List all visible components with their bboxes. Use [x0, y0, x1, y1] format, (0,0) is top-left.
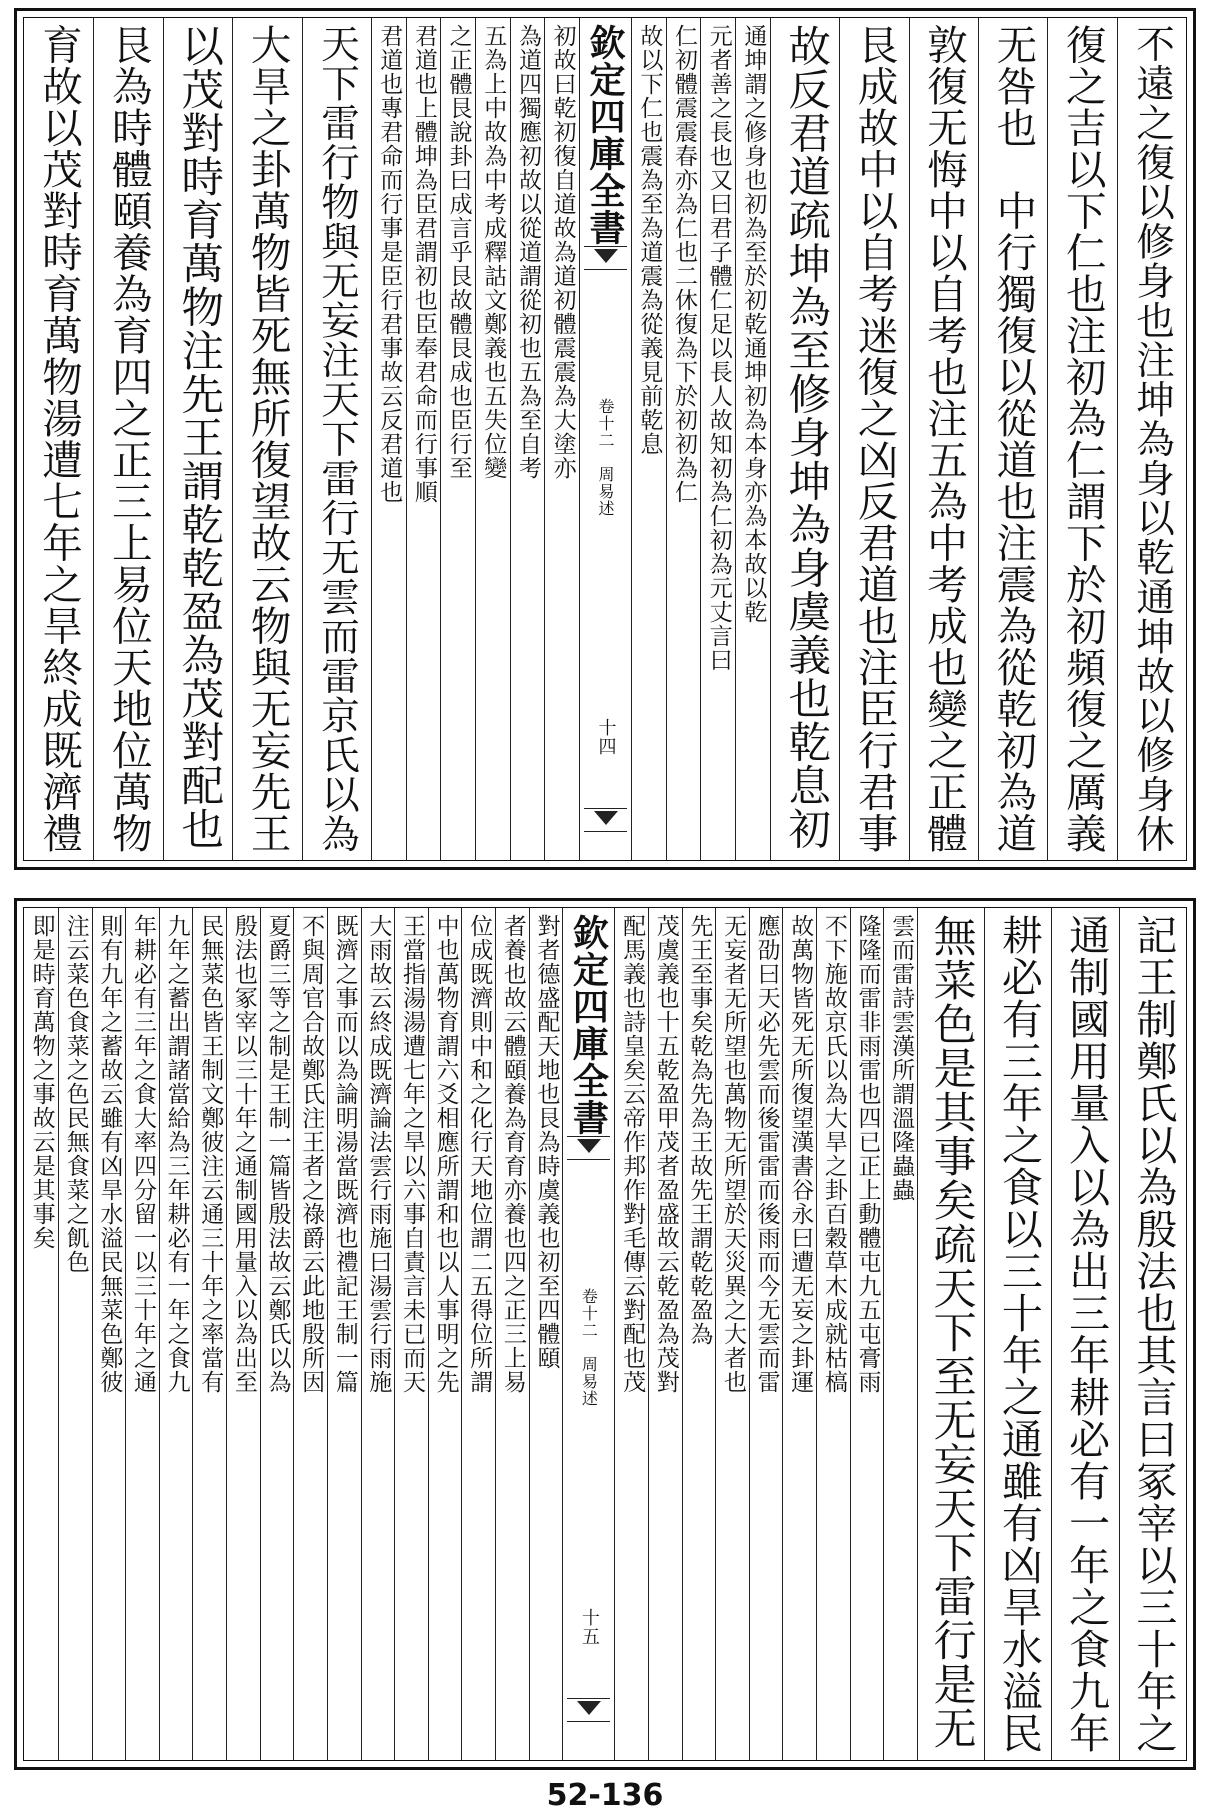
commentary-text-line: 者養也故云體頤養為育育亦養也四之正三上易 — [499, 914, 526, 1394]
text-column-commentary — [260, 908, 294, 1760]
center-margin-column — [562, 908, 614, 1760]
text-column-commentary — [371, 18, 406, 860]
text-column-commentary — [428, 908, 462, 1760]
text-column-main — [24, 18, 93, 860]
text-column-commentary — [192, 908, 226, 1760]
text-column-main — [1047, 18, 1116, 860]
book-title: 欽定四庫全書 — [584, 24, 626, 246]
commentary-text-line: 故以下仁也震為至為道震為從義見前乾息 — [636, 24, 663, 456]
text-column-commentary — [293, 908, 327, 1760]
commentary-text-line: 殷法也冢宰以三十年之通制國用量入以為出至 — [230, 914, 257, 1394]
text-column-commentary — [614, 908, 648, 1760]
commentary-text-line: 雲而雷詩雲漢所謂溫隆蟲蟲 — [888, 914, 915, 1202]
text-column-main — [1117, 18, 1186, 860]
top-page — [14, 8, 1196, 870]
bottom-page — [14, 898, 1196, 1770]
text-column-main — [978, 18, 1047, 860]
text-column-main — [1119, 908, 1186, 1760]
main-text-line: 无咎也 中行獨復以從道也注震為從乾初為道 — [989, 24, 1038, 854]
text-column-commentary — [406, 18, 441, 860]
volume-label: 卷十二 周易述 — [596, 398, 615, 517]
commentary-text-line: 通坤謂之修身也初為至於初乾通坤初為本身亦為本故以乾 — [740, 24, 767, 624]
main-text-line: 大旱之卦萬物皆死無所復望故云物與无妄先王 — [243, 24, 292, 854]
commentary-text-line: 王當指湯湯遭七年之旱以六事自責言未已而天 — [399, 914, 425, 1394]
text-column-commentary — [715, 908, 749, 1760]
text-column-commentary — [816, 908, 850, 1760]
text-column-commentary — [125, 908, 159, 1760]
commentary-text-line: 之正體艮說卦曰成言乎艮故體艮成也臣行至 — [445, 24, 472, 480]
bottom-text-columns — [24, 908, 1186, 1760]
main-text-line: 耕必有三年之食以三十年之通雖有凶旱水溢民 — [994, 914, 1043, 1754]
fishtail-mark — [567, 1698, 610, 1722]
bottom-page-frame — [23, 907, 1187, 1761]
commentary-text-line: 位成既濟則中和之化行天地位謂二五得位所謂 — [466, 914, 493, 1394]
text-column-commentary — [682, 908, 716, 1760]
commentary-text-line: 年耕必有三年之食大率四分留一以三十年之通 — [130, 914, 156, 1394]
text-column-main — [984, 908, 1051, 1760]
commentary-text-line: 五為上中故為中考成釋詁文鄭義也五失位變 — [480, 24, 507, 480]
commentary-text-line: 茂虞義也十五乾盈甲茂者盈盛故云乾盈為茂對 — [652, 914, 679, 1394]
main-text-line: 通制國用量入以為出三年耕必有一年之食九年 — [1062, 914, 1111, 1754]
text-column-commentary — [475, 18, 510, 860]
text-column-main — [770, 18, 839, 860]
text-column-commentary — [159, 908, 193, 1760]
text-column-commentary — [440, 18, 475, 860]
commentary-text-line: 即是時育萬物之事故云是其事矣 — [28, 914, 55, 1250]
commentary-text-line: 配馬義也詩皇矣云帝作邦作對毛傳云對配也茂 — [619, 914, 646, 1394]
commentary-text-line: 中也萬物育謂六爻相應所謂和也以人事明之先 — [432, 914, 459, 1394]
commentary-text-line: 大雨故云終成既濟論法雲行雨施曰湯雲行雨施 — [365, 914, 392, 1394]
commentary-text-line: 无妄者无所望也萬物无所望於天災異之大者也 — [720, 914, 746, 1394]
page-number: 52-136 — [546, 1778, 664, 1813]
commentary-text-line: 君道也專君命而行事是臣行君事故云反君道也 — [376, 24, 403, 504]
text-column-main — [302, 18, 371, 860]
commentary-text-line: 九年之蓄出謂諸當給為三年耕必有一年之食九 — [163, 914, 190, 1394]
commentary-text-line: 為道四獨應初故以從道謂從初也五為至自考 — [514, 24, 541, 480]
commentary-text-line: 注云菜色食菜之色民無食菜之飢色 — [62, 914, 89, 1274]
text-column-commentary — [700, 18, 735, 860]
text-column-commentary — [529, 908, 563, 1760]
text-column-commentary — [58, 908, 92, 1760]
commentary-text-line: 應劭曰天必先雲而後雷雷而後雨而今无雲而雷 — [753, 914, 780, 1394]
commentary-text-line: 君道也上體坤為臣君謂初也臣奉君命而行事順 — [410, 24, 437, 504]
text-column-commentary — [24, 908, 58, 1760]
text-column-main — [93, 18, 162, 860]
text-column-commentary — [226, 908, 260, 1760]
main-text-line: 育故以茂對時育萬物湯遭七年之旱終成既濟禮 — [34, 24, 83, 854]
text-column-commentary — [850, 908, 884, 1760]
main-text-line: 敦復无悔中以自考也注五為中考成也變之正體 — [919, 24, 968, 854]
main-text-line: 無菜色是其事矣疏天下至无妄天下雷行是无 — [926, 914, 977, 1750]
text-column-main — [839, 18, 908, 860]
top-text-columns — [24, 18, 1186, 860]
commentary-text-line: 夏爵三等之制是王制一篇皆殷法故云鄭氏以為 — [264, 914, 291, 1394]
main-text-line: 天下雷行物與无妄注天下雷行无雲而雷京氏以為 — [314, 24, 360, 854]
main-text-line: 以茂對時育萬物注先王謂乾乾盈為茂對配也 — [174, 24, 224, 851]
main-text-line: 故反君道疏坤為至修身坤為身虞義也乾息初 — [781, 24, 831, 851]
text-column-commentary — [735, 18, 770, 860]
commentary-text-line: 先王至事矣乾為先為王故先王謂乾乾盈為 — [686, 914, 713, 1346]
commentary-text-line: 元者善之長也又曰君子體仁足以長人故知初為仁初為元丈言曰 — [705, 24, 732, 672]
text-column-commentary — [544, 18, 579, 860]
center-margin-column — [579, 18, 631, 860]
commentary-text-line: 初故曰乾初復自道故為道初體震震為大塗亦 — [549, 24, 576, 480]
main-text-line: 不遠之復以修身也注坤為身以乾通坤故以修身休 — [1130, 24, 1176, 854]
text-column-commentary — [461, 908, 495, 1760]
text-column-main — [1051, 908, 1118, 1760]
main-text-line: 艮為時體頤養為育四之正三上易位天地位萬物 — [104, 24, 153, 854]
text-column-commentary — [749, 908, 783, 1760]
commentary-text-line: 則有九年之蓄故云雖有凶旱水溢民無菜色鄭彼 — [96, 914, 123, 1394]
main-text-line: 記王制鄭氏以為殷法也其言曰冢宰以三十年之 — [1129, 914, 1178, 1754]
text-column-commentary — [495, 908, 529, 1760]
text-column-commentary — [666, 18, 701, 860]
fishtail-mark — [567, 1136, 610, 1160]
fishtail-mark — [584, 808, 627, 832]
top-page-frame — [23, 17, 1187, 861]
text-column-commentary — [92, 908, 126, 1760]
text-column-main — [163, 18, 232, 860]
commentary-text-line: 故萬物皆死无所復望漢書谷永曰遭无妄之卦運 — [787, 914, 814, 1394]
leaf-number: 十五 — [578, 1608, 600, 1646]
text-column-commentary — [648, 908, 682, 1760]
text-column-commentary — [510, 18, 545, 860]
text-column-commentary — [327, 908, 361, 1760]
commentary-text-line: 民無菜色皆王制文鄭彼注云通三十年之率當有 — [197, 914, 224, 1394]
commentary-text-line: 對者德盛配天地也艮為時虞義也初至四體頤 — [533, 914, 560, 1370]
commentary-text-line: 既濟之事而以為論明湯當既濟也禮記王制一篇 — [331, 914, 358, 1394]
main-text-line: 艮成故中以自考迷復之凶反君道也注臣行君事 — [850, 24, 899, 854]
text-column-commentary — [883, 908, 917, 1760]
commentary-text-line: 不下施故京氏以為大旱之卦百穀草木成就枯槁 — [820, 914, 847, 1394]
text-column-main — [917, 908, 984, 1760]
commentary-text-line: 隆隆而雷非雨雷也四已正上動體屯九五屯膏雨 — [854, 914, 881, 1394]
fishtail-mark — [584, 246, 627, 270]
leaf-number: 十四 — [595, 718, 617, 756]
text-column-commentary — [782, 908, 816, 1760]
book-title: 欽定四庫全書 — [567, 914, 610, 1136]
text-column-main — [909, 18, 978, 860]
text-column-commentary — [361, 908, 395, 1760]
commentary-text-line: 不與周官合故鄭氏注王者之祿爵云此地殷所因 — [298, 914, 325, 1394]
text-column-main — [232, 18, 301, 860]
text-column-commentary — [394, 908, 428, 1760]
commentary-text-line: 仁初體震震春亦為仁也二休復為下於初初為仁 — [671, 24, 698, 504]
volume-label: 卷十二 周易述 — [579, 1288, 599, 1407]
main-text-line: 復之吉以下仁也注初為仁謂下於初頻復之厲義 — [1058, 24, 1107, 854]
text-column-commentary — [631, 18, 666, 860]
